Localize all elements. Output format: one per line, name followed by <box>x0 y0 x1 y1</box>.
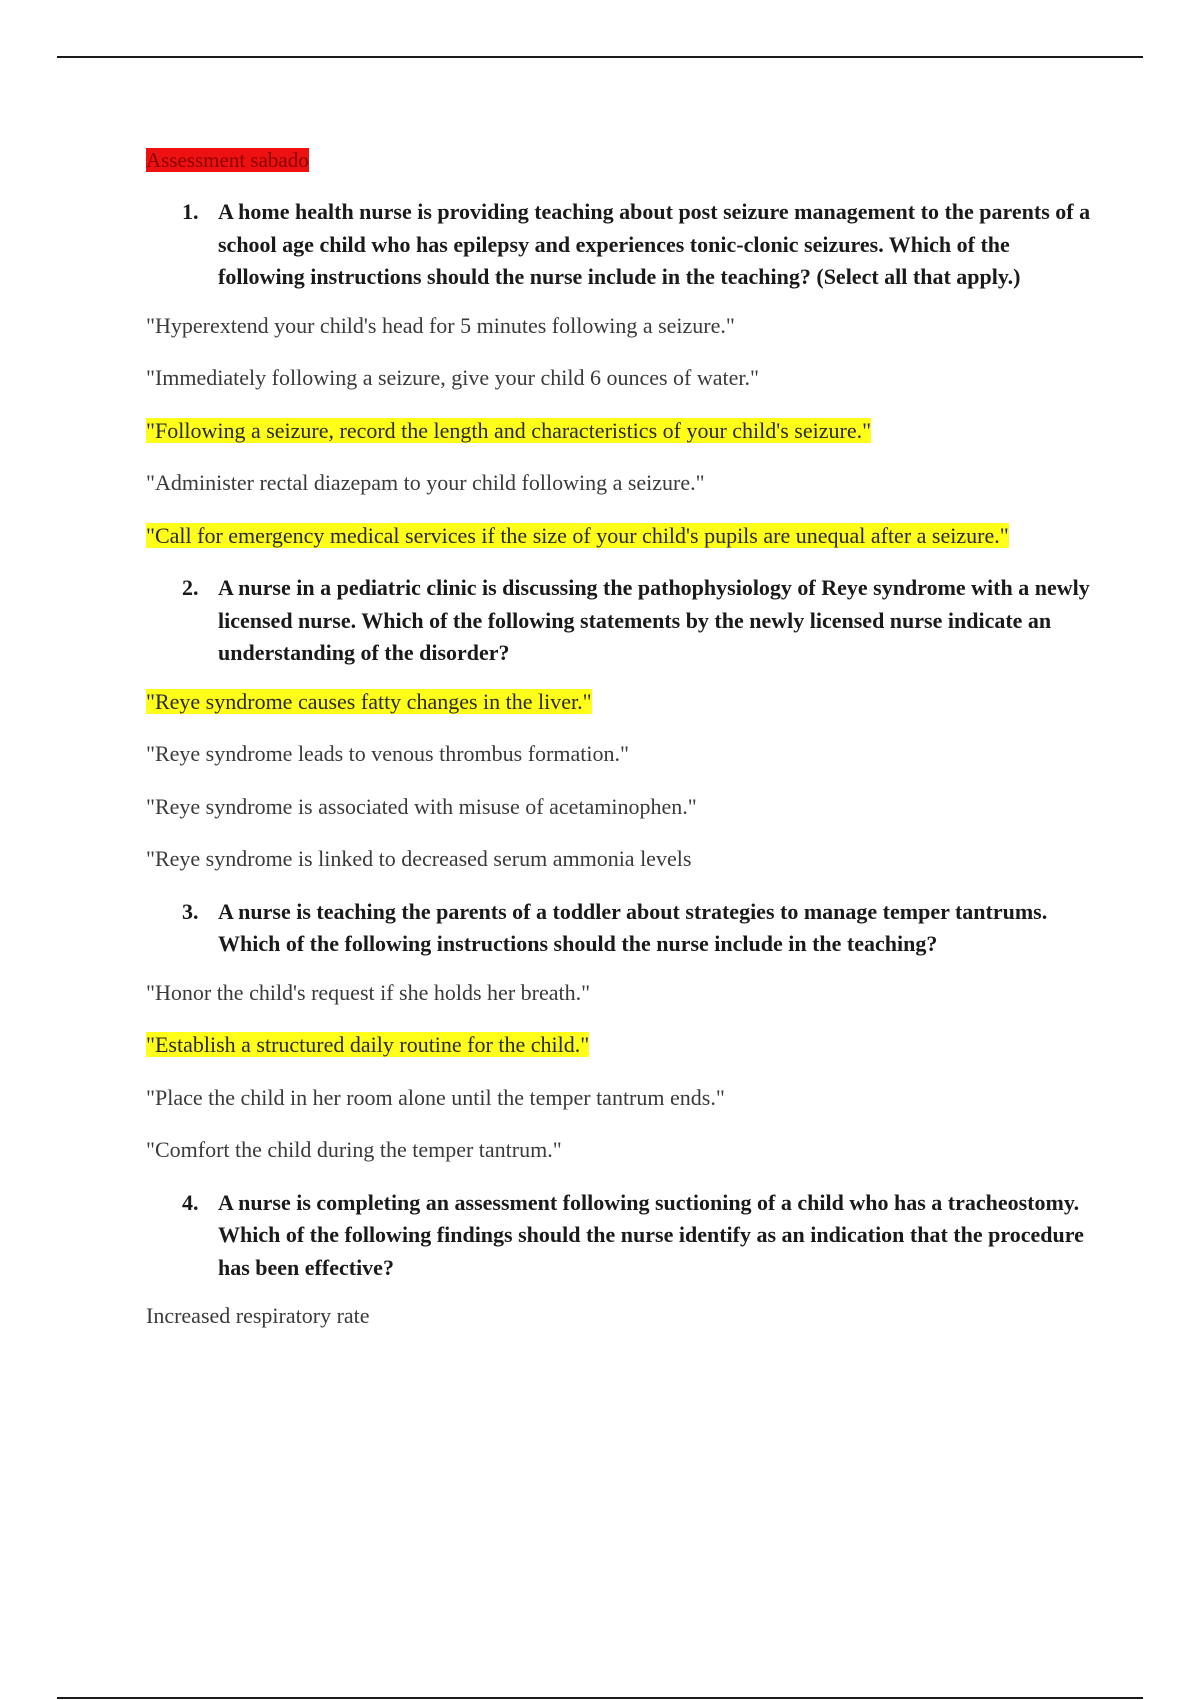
question-text: A nurse is teaching the parents of a toddler about strategies to manage temper tantrums. Which of the following instructions should the nurse include in the teaching? <box>218 898 1048 956</box>
answer-option: "Immediately following a seizure, give your child 6 ounces of water." <box>146 365 760 390</box>
answer-option-highlighted: "Call for emergency medical services if the size of your child's pupils are unequal after a seizure." <box>146 522 1009 548</box>
answer-option: "Comfort the child during the temper tantrum." <box>146 1137 562 1162</box>
answer-option: "Reye syndrome leads to venous thrombus formation." <box>146 741 629 766</box>
question-text: A nurse in a pediatric clinic is discussing the pathophysiology of Reye syndrome with a newly licensed nurse. Which of the following statements by the newly licensed nurse indicate an understanding of the disorder? <box>218 575 1090 665</box>
question-text: A nurse is completing an assessment following suctioning of a child who has a tracheostomy. Which of the following findings should the nurse identify as an indication that the procedure has been effective? <box>218 1189 1084 1280</box>
answer-option: Increased respiratory rate <box>146 1303 370 1328</box>
answer-option: "Reye syndrome is associated with misuse of acetaminophen." <box>146 793 697 819</box>
question-number: 3. <box>182 898 199 924</box>
answer-option: "Place the child in her room alone until the temper tantrum ends." <box>146 1084 725 1110</box>
top-rule <box>57 56 1143 58</box>
document-body <box>146 144 1096 1353</box>
answer-option: "Honor the child's request if she holds her breath." <box>146 979 591 1005</box>
question-2 <box>146 572 1096 670</box>
question-number: 2. <box>182 575 199 600</box>
question-text: A home health nurse is providing teaching about post seizure management to the parents of a school age child who has epilepsy and experiences tonic-clonic seizures. Which of the following instructions should the nurse include in the teaching? (Select all that apply.) <box>218 199 1091 289</box>
question-1 <box>146 196 1096 294</box>
answer-option: "Hyperextend your child's head for 5 minutes following a seizure." <box>146 312 735 338</box>
answer-option-highlighted: "Establish a structured daily routine for the child." <box>146 1032 590 1057</box>
question-number: 1. <box>182 199 199 224</box>
question-3 <box>146 896 1096 961</box>
answer-option-highlighted: "Reye syndrome causes fatty changes in the liver." <box>146 688 592 714</box>
question-4 <box>146 1187 1096 1285</box>
document-header-label: Assessment sabado <box>146 148 309 172</box>
answer-option: "Administer rectal diazepam to your child following a seizure." <box>146 470 705 495</box>
bottom-rule <box>57 1697 1143 1699</box>
question-number: 4. <box>182 1189 199 1215</box>
answer-option: "Reye syndrome is linked to decreased serum ammonia levels <box>146 846 692 871</box>
answer-option-highlighted: "Following a seizure, record the length and characteristics of your child's seizure." <box>146 417 872 443</box>
